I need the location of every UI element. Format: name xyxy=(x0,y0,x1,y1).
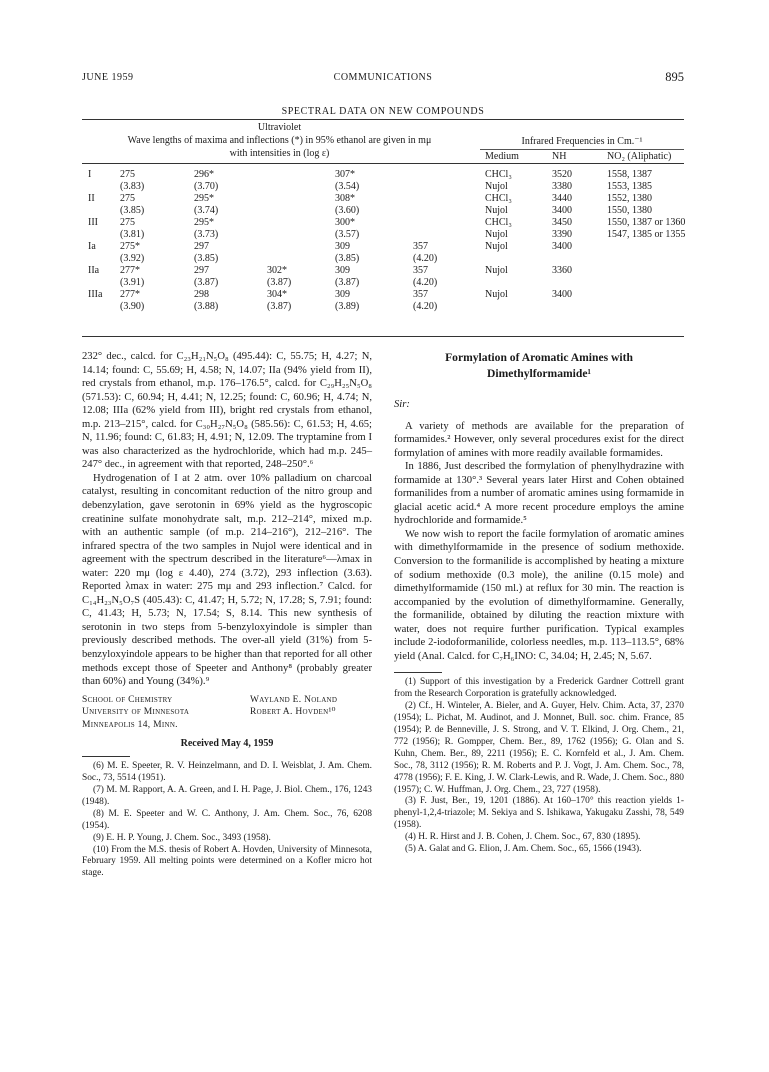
uv-maximum-cell: 297 xyxy=(194,241,209,252)
ir-no2-cell: 1550, 1387 or 1360 xyxy=(607,217,686,228)
affiliation-line: University of Minnesota xyxy=(82,707,190,718)
paragraph: We now wish to report the facile formylation of aromatic amines with dimethylformamide in the presence of sodium methoxide. Conversion to the formanilide is accomplished by heating a mixture of sodium methoxide (0.3 mole), the aniline (0.15 mole) and dimethylformamide (150 ml.) at reflux for 30 min. The reaction is accompanied by the evolution of dimethylformamine. Generally, the formanilide, obtained by diluting the reaction mixture with water, does not require further purification. Typical examples include 2-iodoformanilide, colorless needles, m.p. 113–113.5°, 68% yield (Anal. Calcd. for C₇H₆INO: C, 34.04; H, 2.45; N, 5.67. xyxy=(394,528,684,662)
header-section: COMMUNICATIONS xyxy=(333,72,433,83)
footnote: (10) From the M.S. thesis of Robert A. Hovden, University of Minnesota, February 1959. All melting points were determined on a Kofler micro hot stage. xyxy=(82,844,372,879)
table-header-rule xyxy=(82,163,684,164)
log-epsilon-cell: (3.57) xyxy=(335,229,360,240)
uv-maximum-cell: 275 xyxy=(120,193,135,204)
running-header xyxy=(82,72,684,88)
col-header-nh: NH xyxy=(552,151,567,162)
uv-maximum-cell: 300* xyxy=(335,217,355,228)
uv-maximum-cell: 357 xyxy=(413,265,428,276)
log-epsilon-cell: (3.91) xyxy=(120,277,145,288)
ir-no2-cell: 1547, 1385 or 1355 xyxy=(607,229,686,240)
author-name: Robert A. Hovden¹⁰ xyxy=(250,707,336,718)
ir-medium-cell: Nujol xyxy=(485,265,508,276)
ir-nh-cell: 3400 xyxy=(552,289,572,300)
affiliation-line: Minneapolis 14, Minn. xyxy=(82,719,178,730)
compound-label: IIa xyxy=(88,265,100,276)
ir-nh-cell: 3390 xyxy=(552,229,572,240)
uv-maximum-cell: 275 xyxy=(120,217,135,228)
right-column xyxy=(394,350,684,856)
ir-nh-cell: 3450 xyxy=(552,217,572,228)
uv-heading: Ultraviolet xyxy=(257,122,302,133)
log-epsilon-cell: (3.85) xyxy=(335,253,360,264)
uv-maximum-cell: 308* xyxy=(335,193,355,204)
footnote: (6) M. E. Speeter, R. V. Heinzelmann, and D. I. Weisblat, J. Am. Chem. Soc., 73, 5514 (1951). xyxy=(82,761,372,784)
ir-nh-cell: 3360 xyxy=(552,265,572,276)
ir-medium-cell: Nujol xyxy=(485,181,508,192)
article-title: Formylation of Aromatic Amines with Dimethylformamide¹ xyxy=(445,351,633,380)
uv-maximum-cell: 275 xyxy=(120,169,135,180)
log-epsilon-cell: (4.20) xyxy=(413,301,438,312)
footnote-rule xyxy=(82,756,130,757)
log-epsilon-cell: (3.70) xyxy=(194,181,219,192)
uv-maximum-cell: 309 xyxy=(335,289,350,300)
compound-label: IIIa xyxy=(88,289,103,300)
ir-nh-cell: 3440 xyxy=(552,193,572,204)
ir-nh-cell: 3400 xyxy=(552,241,572,252)
table-top-rule xyxy=(82,119,684,120)
footnote: (4) H. R. Hirst and J. B. Cohen, J. Chem. Soc., 67, 830 (1895). xyxy=(405,832,641,843)
footnote: (7) M. M. Rapport, A. A. Green, and I. H. Page, J. Biol. Chem., 176, 1243 (1948). xyxy=(82,785,372,807)
uv-description-line-1: Wave lengths of maxima and inflections (*) in 95% ethanol are given in mμ xyxy=(127,135,432,146)
compound-label: I xyxy=(88,169,92,180)
uv-maximum-cell: 277* xyxy=(120,265,140,276)
footnote: (8) M. E. Speeter and W. C. Anthony, J. Am. Chem. Soc., 76, 6208 (1954). xyxy=(82,808,372,831)
uv-maximum-cell: 295* xyxy=(194,193,214,204)
ir-medium-cell: Nujol xyxy=(485,289,508,300)
ir-heading-rule xyxy=(480,149,684,150)
log-epsilon-cell: (3.87) xyxy=(267,277,292,288)
ir-medium-cell: CHCl₃ xyxy=(485,193,512,204)
log-epsilon-cell: (4.20) xyxy=(413,277,438,288)
signature-block xyxy=(82,694,372,734)
uv-description-line-2: with intensities in (log ε) xyxy=(229,148,330,159)
ir-medium-cell: Nujol xyxy=(485,205,508,216)
author-name: Wayland E. Noland xyxy=(250,694,338,705)
uv-maximum-cell: 302* xyxy=(267,265,287,276)
log-epsilon-cell: (3.85) xyxy=(120,205,145,216)
log-epsilon-cell: (3.83) xyxy=(120,181,145,192)
uv-maximum-cell: 309 xyxy=(335,265,350,276)
ir-no2-cell: 1558, 1387 xyxy=(607,169,652,180)
uv-maximum-cell: 275* xyxy=(120,241,140,252)
log-epsilon-cell: (3.90) xyxy=(120,301,145,312)
log-epsilon-cell: (3.85) xyxy=(194,253,219,264)
ir-medium-cell: Nujol xyxy=(485,241,508,252)
header-date: JUNE 1959 xyxy=(82,72,134,83)
ir-no2-cell: 1553, 1385 xyxy=(607,181,652,192)
log-epsilon-cell: (3.54) xyxy=(335,181,360,192)
footnote: (5) A. Galat and G. Elion, J. Am. Chem. Soc., 65, 1566 (1943). xyxy=(405,844,642,855)
col-header-no2: NO₂ (Aliphatic) xyxy=(607,151,672,162)
log-epsilon-cell: (3.89) xyxy=(335,301,360,312)
affiliation xyxy=(82,694,189,732)
uv-maximum-cell: 297 xyxy=(194,265,209,276)
footnote: (3) F. Just, Ber., 19, 1201 (1886). At 160–170° this reaction yields 1-phenyl-1,2,4-triazole; M. Sekiya and S. Ishikawa, Yakugaku Zasshi, 78, 549 (1958). xyxy=(394,796,684,831)
ir-medium-cell: CHCl₃ xyxy=(485,169,512,180)
compound-label: III xyxy=(88,217,98,228)
table-bottom-rule xyxy=(82,336,684,337)
log-epsilon-cell: (3.92) xyxy=(120,253,145,264)
spectral-data-table xyxy=(82,119,684,337)
ir-medium-cell: CHCl₃ xyxy=(485,217,512,228)
ir-no2-cell: 1552, 1380 xyxy=(607,193,652,204)
received-date: Received May 4, 1959 xyxy=(180,737,274,749)
paragraph: In 1886, Just described the formylation of phenylhydrazine with formamide at 130°.³ Several years later Hirst and Cohen obtained formanilides from a number of aromatic amines using formamide in glacial acetic acid.⁴ A more recent procedure employs the amine hydrochloride and formamide.⁵ xyxy=(394,461,684,527)
log-epsilon-cell: (3.74) xyxy=(194,205,219,216)
affiliation-line: School of Chemistry xyxy=(82,694,173,705)
ir-no2-cell: 1550, 1380 xyxy=(607,205,652,216)
log-epsilon-cell: (3.87) xyxy=(335,277,360,288)
ir-nh-cell: 3520 xyxy=(552,169,572,180)
log-epsilon-cell: (3.87) xyxy=(194,277,219,288)
log-epsilon-cell: (3.88) xyxy=(194,301,219,312)
footnote-rule xyxy=(394,672,442,673)
paragraph: 232° dec., calcd. for C₂₃H₂₁N₅O₈ (495.44): C, 55.75; H, 4.27; N, 14.14; found: C, 55.69; H, 4.58; N, 14.07; IIa (94% yield from II), red crystals from ethanol, m.p. 176–176.5°, calcd. for C₂₉H₂₅N₅O₈ (571.53): C, 60.94; H, 4.41; N, 12.25; found: C, 60.96; H, 4.74; N, 12.08; IIIa (62% yield from III), bright red crystals from ethanol, m.p. 213–215°, calcd. for C₃₀H₂₇N₅O₈ (585.56): C, 61.53; H, 4.65; N, 11.96; found: C, 61.83; H, 4.91; N, 12.09. The tryptamine from I was also characterized as the hydrochloride, which had m.p. 245–247° dec., in agreement with that reported, 248–250°.⁶ xyxy=(82,351,372,471)
log-epsilon-cell: (4.20) xyxy=(413,253,438,264)
log-epsilon-cell: (3.81) xyxy=(120,229,145,240)
paragraph: Hydrogenation of I at 2 atm. over 10% palladium on charcoal catalyst, resulting in concomitant reduction of the nitro group and debenzylation, gave serotonin in 69% yield as the hygroscopic creatinine sulfate monohydrate salt, m.p. 212–214°, mixed m.p. with an authentic sample (of m.p. 214–216°), 212–216°. The infrared spectra of the two samples in Nujol were identical and in agreement with the spectrum described in the literature⁶—λmax in water: 220 mμ (log ε 4.40), 274 (3.72), 293 inflection (3.63). Reported λmax in water: 275 mμ and 293 inflection.⁷ Calcd. for C₁₄H₂₃N₅O₇S (405.43): C, 41.47; H, 5.72; N, 17.28; S, 7.91; found: C, 41.43; H, 5.73; N, 17.54; S, 8.14. This new synthesis of serotonin in two steps from 5-benzyloxyindole is simpler than previously described methods. The over-all yield (31%) from 5-benzyloxyindole appears to be higher than that reported for all other methods except those of Speeter and Anthony⁸ (probably greater than 60%) and Young (34%).⁹ xyxy=(82,472,372,688)
uv-maximum-cell: 298 xyxy=(194,289,209,300)
paragraph: A variety of methods are available for the preparation of formamides.² However, only several procedures exist for the direct formylation of amines with more readily available formamides. xyxy=(394,420,684,459)
log-epsilon-cell: (3.60) xyxy=(335,205,360,216)
uv-maximum-cell: 277* xyxy=(120,289,140,300)
uv-maximum-cell: 295* xyxy=(194,217,214,228)
ir-nh-cell: 3400 xyxy=(552,205,572,216)
uv-maximum-cell: 296* xyxy=(194,169,214,180)
ir-medium-cell: Nujol xyxy=(485,229,508,240)
footnote: (2) Cf., H. Winteler, A. Bieler, and A. Guyer, Helv. Chim. Acta, 37, 2370 (1954); L. Pichat, M. Audinot, and J. Monnet, Bull. soc. chim. France, 85 (1954); P. de Benneville, J. S. Strong, and V. T. Elkind, J. Org. Chem., 21, 772 (1956); R. Gompper, Chem. Ber., 89, 1762 (1956); G. Olan and S. Kuhn, Chem. Ber., 89, 2211 (1956); E. C. Kornfeld et al., J. Am. Chem. Soc., 78, 3112 (1956); R. M. Roberts and P. J. Vogt, J. Am. Chem. Soc., 78, 4778 (1956); F. E. King, J. W. Clark-Lewis, and R. Wade, J. Chem. Soc., 880 (1957); C. W. Huffman, J. Org. Chem., 23, 727 (1958). xyxy=(394,701,684,795)
uv-maximum-cell: 304* xyxy=(267,289,287,300)
compound-label: Ia xyxy=(88,241,96,252)
ir-heading: Infrared Frequencies in Cm.⁻¹ xyxy=(521,136,643,147)
page-number: 895 xyxy=(665,70,684,84)
table-caption: SPECTRAL DATA ON NEW COMPOUNDS xyxy=(281,106,485,117)
salutation: Sir: xyxy=(394,399,410,410)
uv-maximum-cell: 309 xyxy=(335,241,350,252)
compound-label: II xyxy=(88,193,95,204)
uv-maximum-cell: 357 xyxy=(413,289,428,300)
ir-nh-cell: 3380 xyxy=(552,181,572,192)
footnote: (1) Support of this investigation by a Frederick Gardner Cottrell grant from the Research Corporation is gratefully acknowledged. xyxy=(394,677,684,700)
log-epsilon-cell: (3.87) xyxy=(267,301,292,312)
uv-maximum-cell: 307* xyxy=(335,169,355,180)
log-epsilon-cell: (3.73) xyxy=(194,229,219,240)
uv-maximum-cell: 357 xyxy=(413,241,428,252)
authors xyxy=(250,694,337,719)
footnote: (9) E. H. P. Young, J. Chem. Soc., 3493 (1958). xyxy=(93,832,271,843)
col-header-medium: Medium xyxy=(485,151,519,162)
left-column xyxy=(82,350,372,880)
